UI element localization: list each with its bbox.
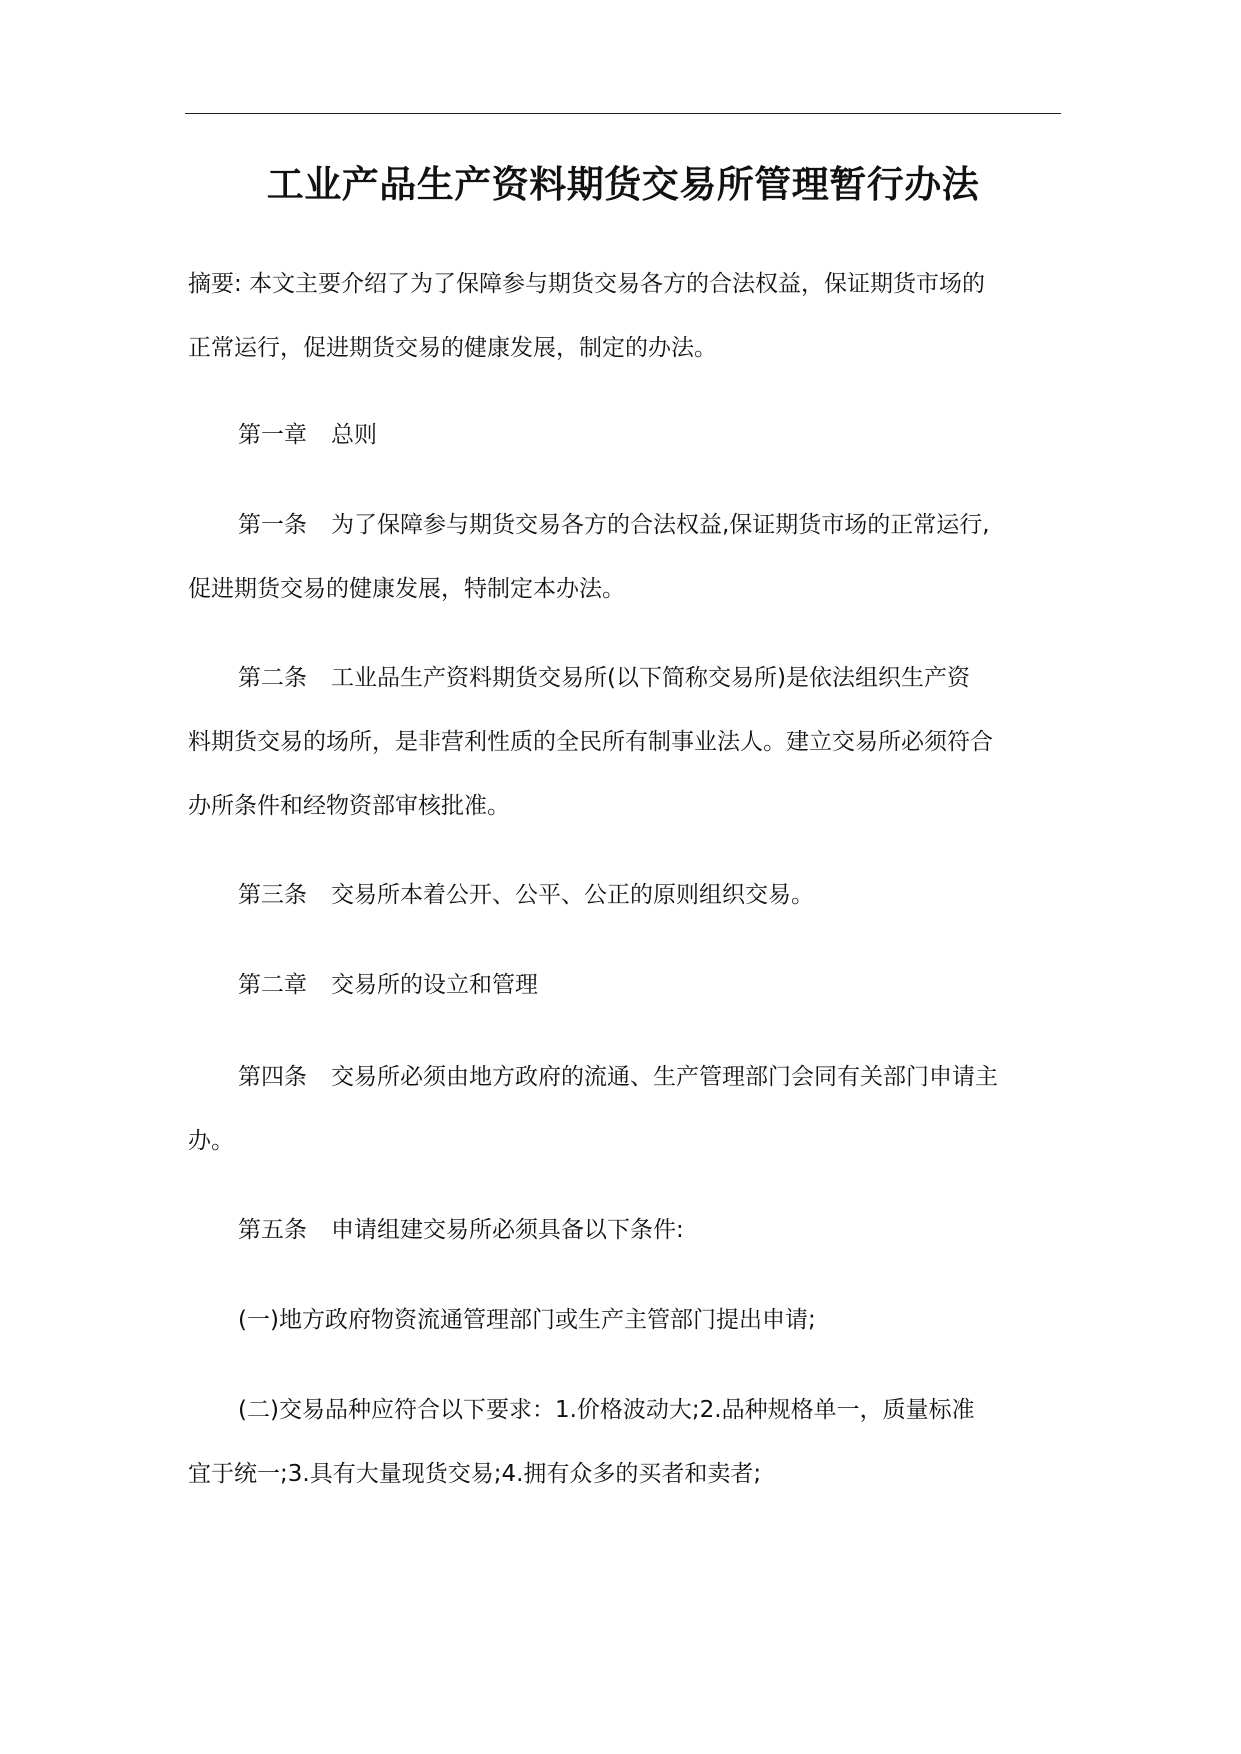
article-3-line-1 xyxy=(238,880,814,910)
article-4-line-2: 办。 xyxy=(188,1128,234,1154)
article-number: 第一条 xyxy=(238,512,307,538)
article-text: 申请组建交易所必须具备以下条件: xyxy=(331,1217,684,1243)
article-text: 为了保障参与期货交易各方的合法权益,保证期货市场的正常运行, xyxy=(331,512,990,538)
article-2-line-1 xyxy=(238,663,970,693)
article-text: 交易所必须由地方政府的流通、生产管理部门会同有关部门申请主 xyxy=(331,1064,998,1090)
article-1-line-2: 促进期货交易的健康发展，特制定本办法。 xyxy=(188,576,625,602)
article-number: 第四条 xyxy=(238,1064,307,1090)
item-2-line-1: (二)交易品种应符合以下要求：1.价格波动大;2.品种规格单一，质量标准 xyxy=(238,1397,975,1423)
article-2-line-3: 办所条件和经物资部审核批准。 xyxy=(188,793,510,819)
article-number: 第五条 xyxy=(238,1217,307,1243)
abstract-line-2: 正常运行，促进期货交易的健康发展，制定的办法。 xyxy=(188,335,717,361)
article-text: 交易所本着公开、公平、公正的原则组织交易。 xyxy=(331,882,814,908)
chapter-heading-2 xyxy=(238,970,538,1000)
chapter-name: 交易所的设立和管理 xyxy=(331,972,538,998)
article-number: 第三条 xyxy=(238,882,307,908)
article-text: 工业品生产资料期货交易所(以下简称交易所)是依法组织生产资 xyxy=(331,665,970,691)
abstract-line-1: 摘要: 本文主要介绍了为了保障参与期货交易各方的合法权益，保证期货市场的 xyxy=(188,271,986,297)
article-2-line-2: 料期货交易的场所，是非营利性质的全民所有制事业法人。建立交易所必须符合 xyxy=(188,729,993,755)
article-5-line-1 xyxy=(238,1215,684,1245)
article-4-line-1 xyxy=(238,1062,998,1092)
article-number: 第二条 xyxy=(238,665,307,691)
chapter-heading-1 xyxy=(238,420,377,450)
chapter-number: 第一章 xyxy=(238,422,307,448)
article-1-line-1 xyxy=(238,510,990,540)
chapter-name: 总则 xyxy=(331,422,377,448)
chapter-number: 第二章 xyxy=(238,972,307,998)
header-rule xyxy=(185,113,1061,114)
item-1-line-1: (一)地方政府物资流通管理部门或生产主管部门提出申请; xyxy=(238,1307,816,1333)
document-title: 工业产品生产资料期货交易所管理暂行办法 xyxy=(266,163,980,206)
item-2-line-2: 宜于统一;3.具有大量现货交易;4.拥有众多的买者和卖者; xyxy=(188,1461,762,1487)
abstract xyxy=(188,252,1064,380)
